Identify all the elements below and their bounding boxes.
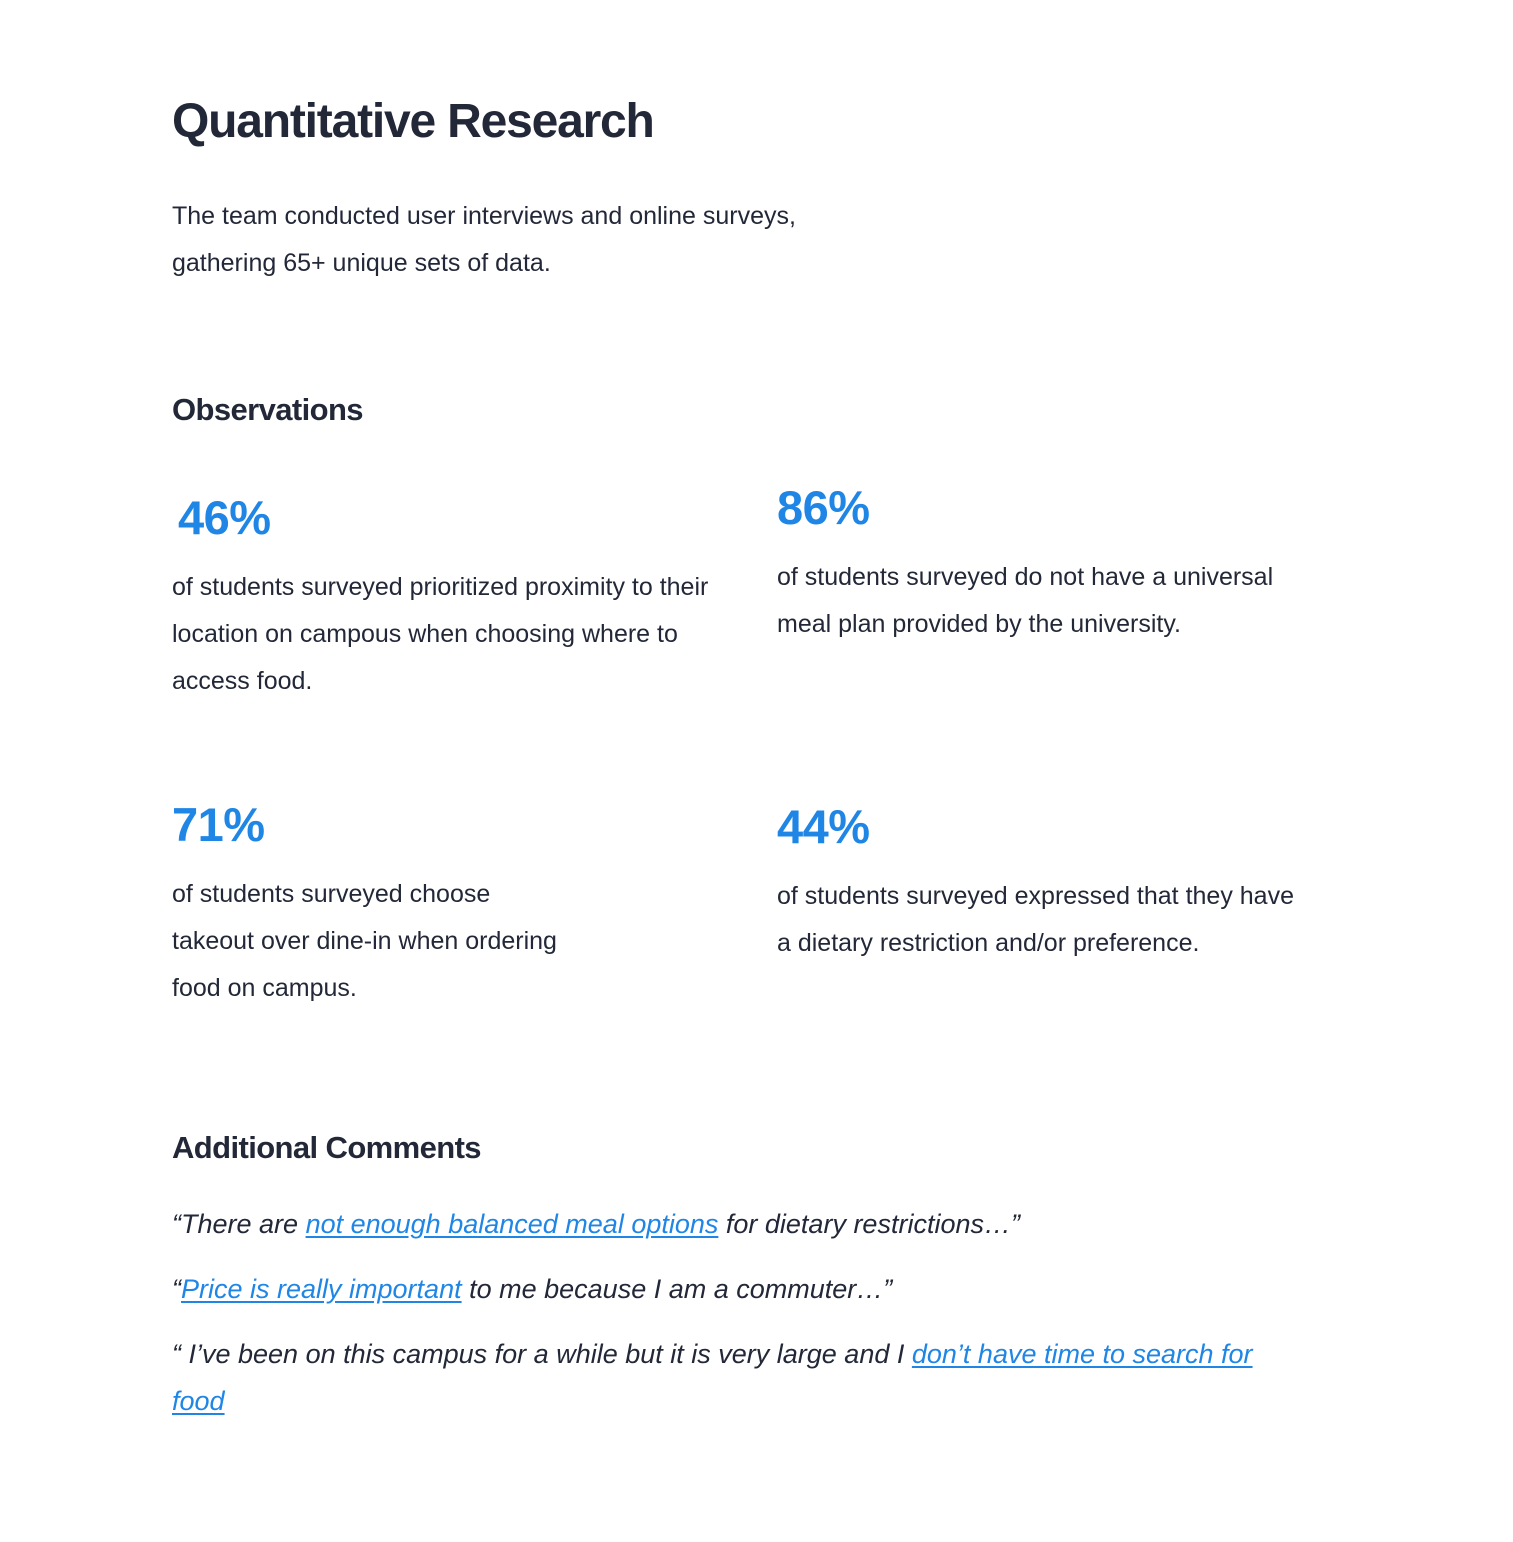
comment-quote (172, 1266, 1262, 1313)
quote-text-before: “ (172, 1274, 181, 1304)
stat-description: of students surveyed choose takeout over dine-in when ordering food on campus. (172, 880, 557, 1002)
stat-value: 71% (172, 798, 265, 851)
stat-description: of students surveyed do not have a universal meal plan provided by the university. (777, 563, 1274, 638)
stat-description: of students surveyed prioritized proximity to their location on campous when choosing where to access food. (172, 573, 709, 695)
page-title: Quantitative Research (172, 95, 654, 148)
stat-description: of students surveyed expressed that they have a dietary restriction and/or preference. (777, 882, 1294, 957)
quote-text-after: to me because I am a commuter…” (461, 1274, 893, 1304)
intro-paragraph: The team conducted user interviews and online surveys, gathering 65+ unique sets of data. (172, 202, 796, 277)
stat-value: 44% (777, 800, 870, 853)
stat-value: 46% (178, 491, 271, 544)
stat-value: 86% (777, 481, 870, 534)
observations-heading: Observations (172, 392, 363, 427)
comment-quote (172, 1201, 1262, 1248)
additional-comments-heading: Additional Comments (172, 1130, 481, 1165)
quote-text-before: “ I’ve been on this campus for a while but it is very large and I (172, 1339, 912, 1369)
stat-card (172, 490, 709, 695)
quote-highlight-link[interactable]: not enough balanced meal options (305, 1209, 719, 1239)
stat-card (777, 799, 1294, 957)
quote-highlight-link[interactable]: Price is really important (181, 1274, 462, 1304)
stat-card (777, 480, 1274, 638)
comment-quote (172, 1331, 1262, 1425)
quote-highlight-link[interactable]: don’t have time to search for food (172, 1339, 1253, 1416)
stat-card (172, 797, 557, 1002)
quote-text-before: “There are (172, 1209, 306, 1239)
quote-text-after: for dietary restrictions…” (718, 1209, 1020, 1239)
